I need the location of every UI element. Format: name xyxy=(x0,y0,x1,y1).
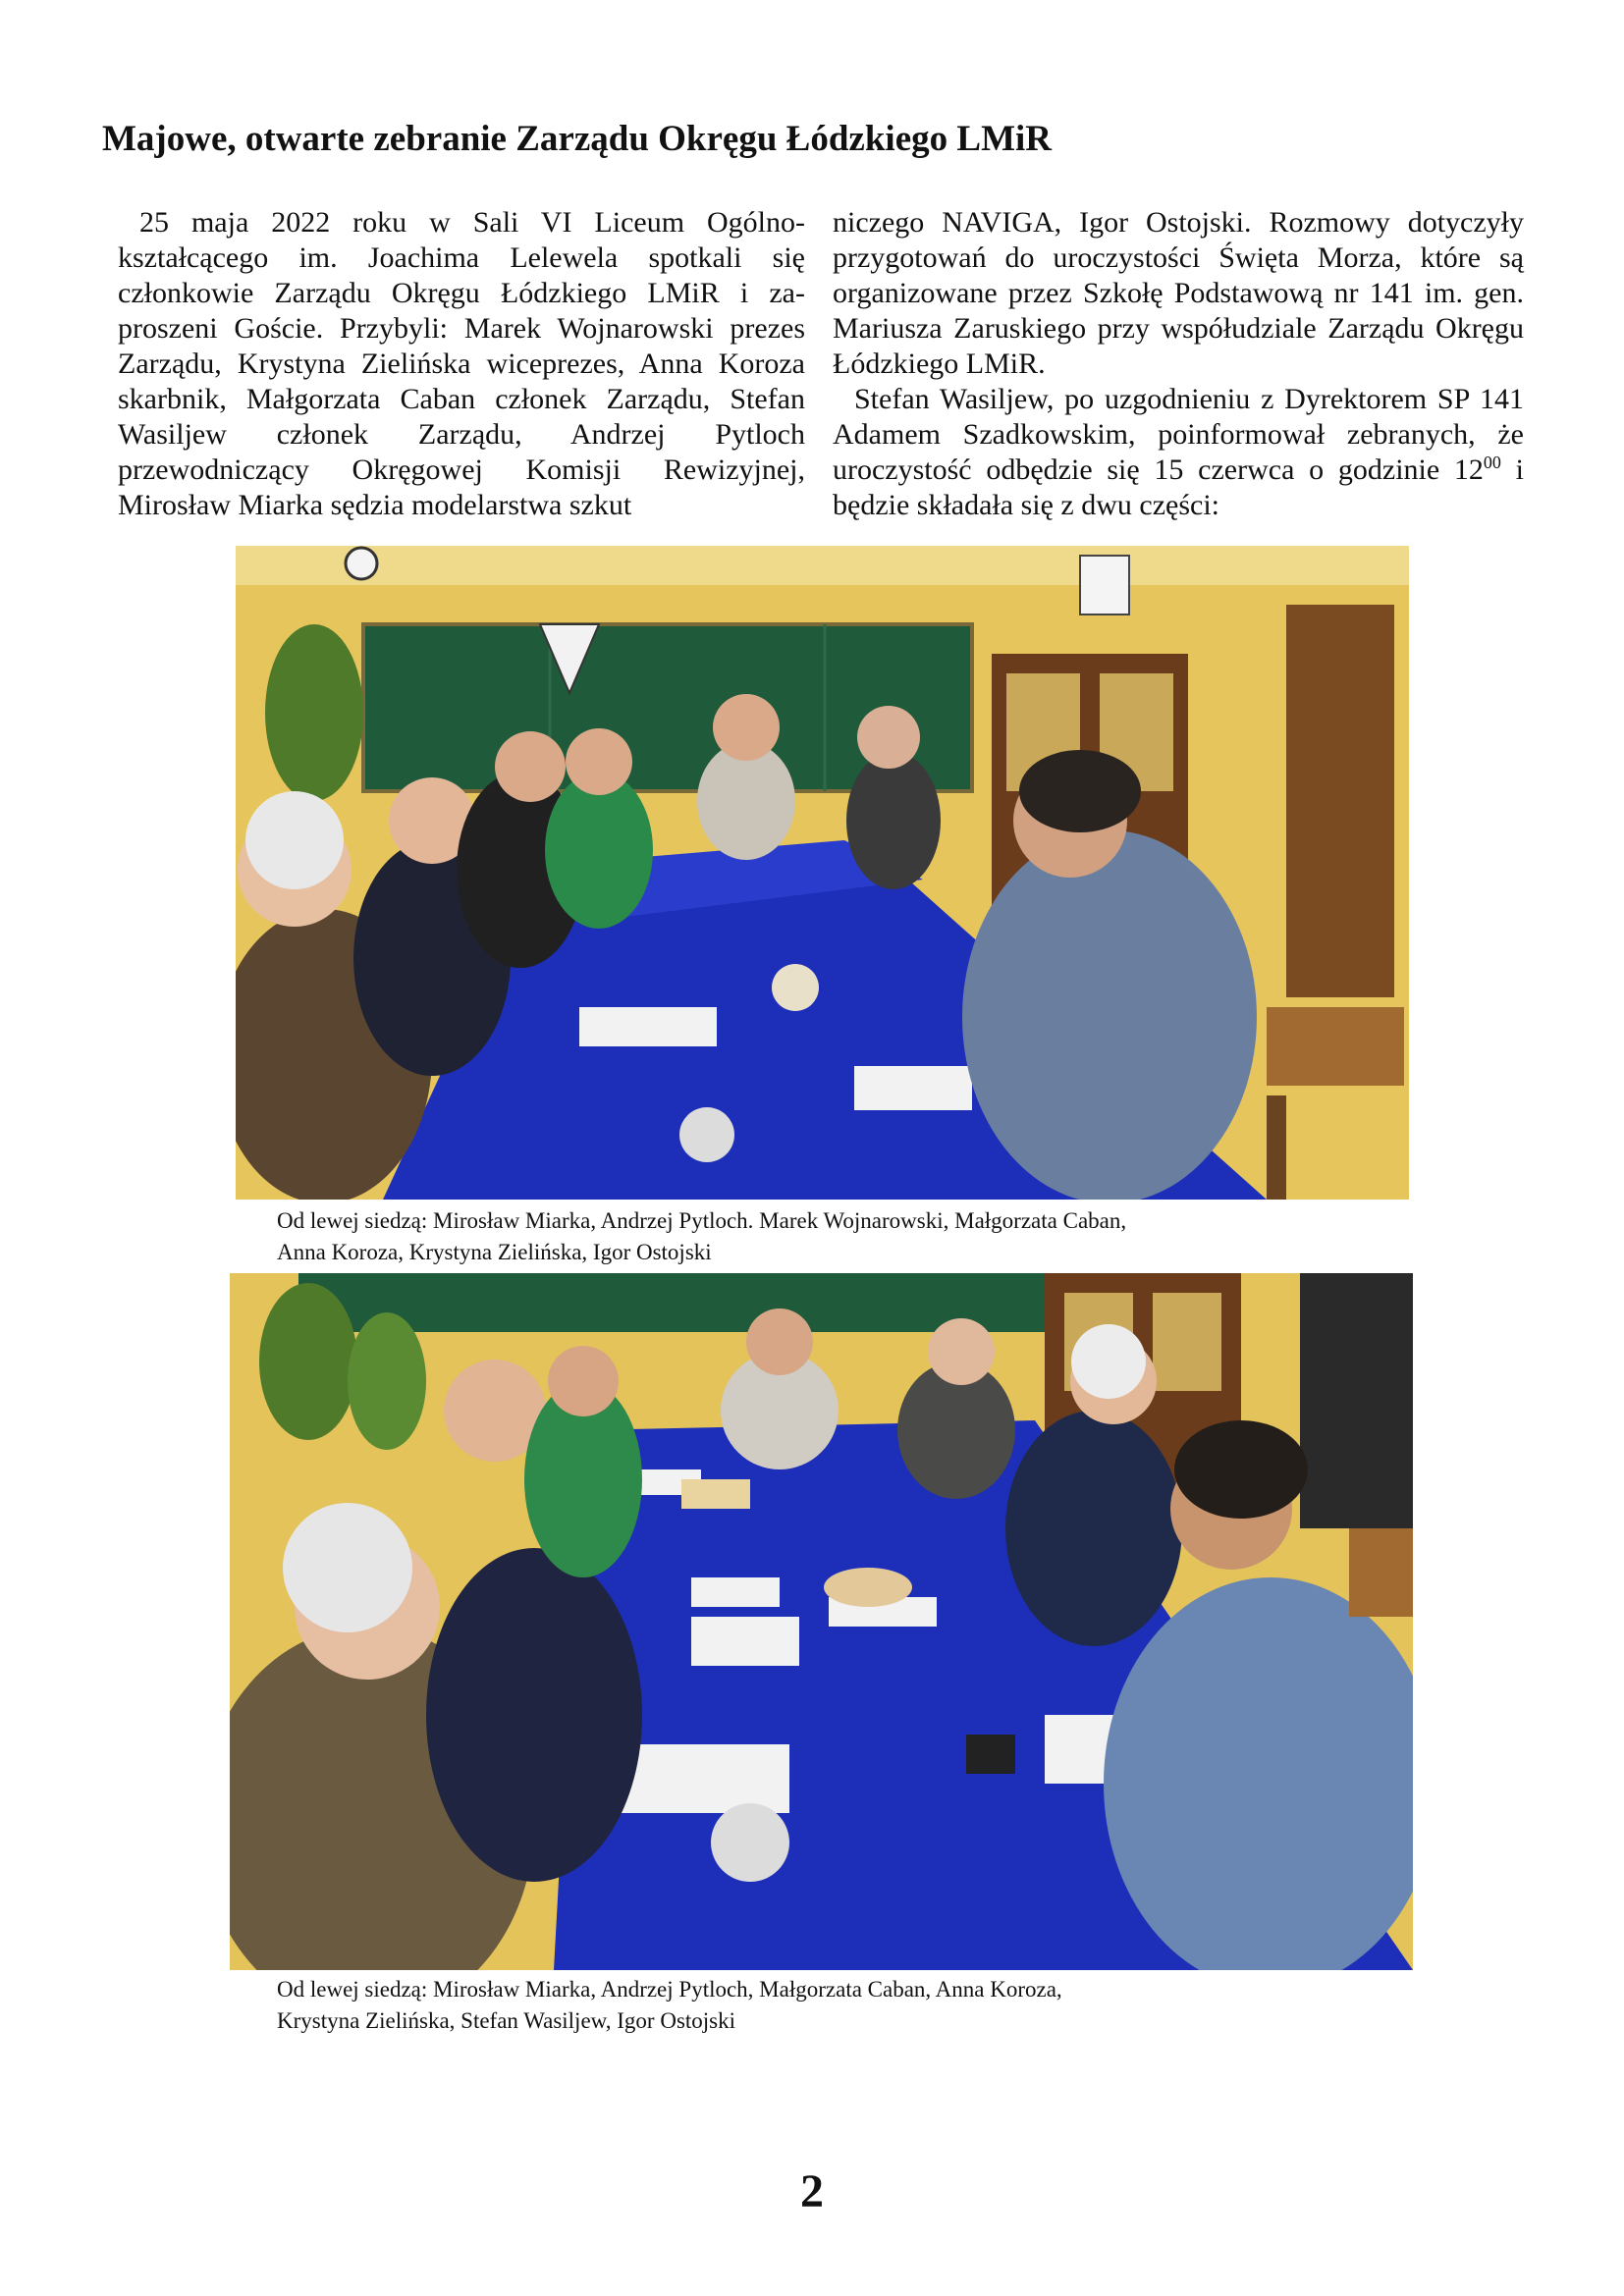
text-column-right xyxy=(833,205,1524,523)
article-title: Majowe, otwarte zebranie Zarządu Okręgu Łódzkiego LMiR xyxy=(102,119,1052,159)
figure-1-caption-line-1: Od lewej siedzą: Mirosław Miarka, Andrzej Pytloch. Marek Wojnarowski, Małgorzata Caban, xyxy=(277,1208,1127,1233)
figure-2-caption-line-1: Od lewej siedzą: Mirosław Miarka, Andrzej Pytloch, Małgorzata Caban, Anna Koroza, xyxy=(277,1977,1062,2002)
paragraph-3 xyxy=(833,382,1524,523)
figure-2-caption xyxy=(277,1974,1406,2037)
meeting-photo-1-illustration xyxy=(236,546,1409,1200)
meeting-photo-1 xyxy=(236,546,1409,1200)
paragraph-2: niczego NAVIGA, Igor Ostojski. Rozmowy dotyczyły przygotowań do uroczystości Święta Morza, które są organizowane przez Szkołę Podstawową nr 141 im. gen. Mariusza Zaruskiego przy współudziale Zarządu Okręgu Łódzkiego LMiR. xyxy=(833,206,1524,380)
figure-2-caption-line-2: Krystyna Zielińska, Stefan Wasiljew, Igor Ostojski xyxy=(277,2008,736,2033)
time-superscript: 00 xyxy=(1483,453,1501,472)
paragraph-3-text: Stefan Wasiljew, po uzgodnieniu z Dyrektorem SP 141 Adamem Szadkowskim, poinformował zebranych, że uroczystość odbędzie się 15 czerwca o godzinie 12 xyxy=(833,383,1524,486)
paragraph-1: 25 maja 2022 roku w Sali VI Liceum Ogólnokształcącego im. Joachima Lelewela spotkali się członkowie Zarządu Okręgu Łódzkiego LMiR i zaproszeni Goście. Przybyli: Marek Wojnarowski prezes Zarządu, Krystyna Zielińska wiceprezes, Anna Koroza skarbnik, Małgorzata Caban członek Zarządu, Stefan Wasiljew członek Zarządu, Andrzej Pytloch przewodniczący Okręgowej Komisji Rewizyjnej, Mirosław Miarka sędzia modelarstwa szkut xyxy=(118,206,805,521)
meeting-photo-2-illustration xyxy=(230,1273,1413,1970)
figure-1-caption-line-2: Anna Koroza, Krystyna Zielińska, Igor Ostojski xyxy=(277,1240,712,1264)
text-column-left xyxy=(118,205,805,523)
meeting-photo-2 xyxy=(230,1273,1413,1970)
figure-1-caption xyxy=(277,1205,1406,1268)
paragraph-3-end: i będzie składała się z dwu części: xyxy=(833,454,1524,521)
page-number: 2 xyxy=(800,2165,824,2217)
